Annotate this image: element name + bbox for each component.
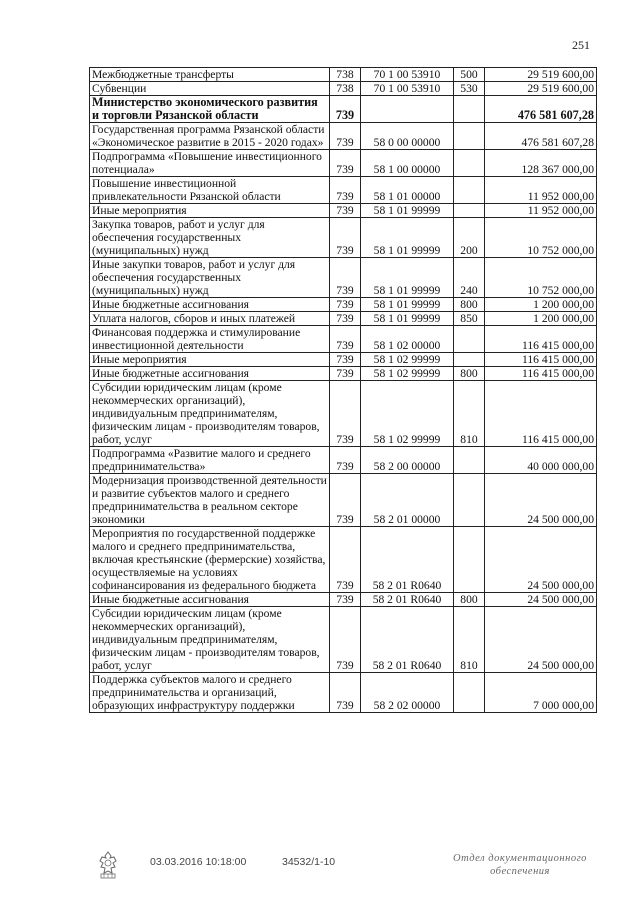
row-vr-cell: 810 [454,381,485,447]
row-csr-cell: 58 1 01 99999 [361,218,454,258]
row-gr-cell: 739 [330,353,361,367]
row-name-cell: Субсидии юридическим лицам (кроме некоммерческих организаций), индивидуальным предпринимателям, физическим лицам - производителям товаров, работ, услуг [90,607,330,673]
coat-of-arms-icon [95,850,121,880]
row-sum-cell: 29 519 600,00 [485,82,597,96]
row-vr-cell [454,353,485,367]
row-name-cell: Иные бюджетные ассигнования [90,593,330,607]
row-csr-cell: 58 1 02 99999 [361,381,454,447]
row-vr-cell [454,447,485,474]
page-number: 251 [572,38,590,52]
row-name-cell: Иные бюджетные ассигнования [90,367,330,381]
row-vr-cell: 200 [454,218,485,258]
row-csr-cell: 58 1 00 00000 [361,150,454,177]
row-gr-cell: 739 [330,258,361,298]
table-row [90,218,597,258]
row-name-cell: Модернизация производственной деятельности и развитие субъектов малого и среднего предпринимательства в реальном секторе экономики [90,474,330,527]
row-sum-cell: 11 952 000,00 [485,177,597,204]
row-csr-cell: 58 1 01 99999 [361,258,454,298]
row-name-cell: Субвенции [90,82,330,96]
table-row [90,258,597,298]
row-gr-cell: 739 [330,673,361,713]
footer [0,850,640,890]
table-row [90,474,597,527]
row-gr-cell: 739 [330,447,361,474]
row-csr-cell: 58 1 01 99999 [361,204,454,218]
row-vr-cell: 500 [454,68,485,82]
row-gr-cell: 739 [330,607,361,673]
row-vr-cell [454,96,485,123]
row-csr-cell: 58 1 02 99999 [361,367,454,381]
row-sum-cell: 24 500 000,00 [485,474,597,527]
row-gr-cell: 739 [330,204,361,218]
row-vr-cell: 800 [454,367,485,381]
row-sum-cell: 128 367 000,00 [485,150,597,177]
row-csr-cell: 58 1 02 00000 [361,326,454,353]
row-sum-cell: 116 415 000,00 [485,353,597,367]
row-gr-cell: 739 [330,298,361,312]
stamp-line-2: обеспечения [490,866,550,877]
row-name-cell: Финансовая поддержка и стимулирование инвестиционной деятельности [90,326,330,353]
row-vr-cell: 800 [454,593,485,607]
row-vr-cell [454,474,485,527]
row-name-cell: Межбюджетные трансферты [90,68,330,82]
table-row [90,447,597,474]
row-name-cell: Подпрограмма «Повышение инвестиционного потенциала» [90,150,330,177]
row-vr-cell [454,123,485,150]
table-row [90,298,597,312]
row-name-cell: Государственная программа Рязанской области «Экономическое развитие в 2015 - 2020 годах» [90,123,330,150]
row-csr-cell: 70 1 00 53910 [361,68,454,82]
row-gr-cell: 739 [330,326,361,353]
row-gr-cell: 738 [330,68,361,82]
row-gr-cell: 739 [330,123,361,150]
row-name-cell: Министерство экономического развития и торговли Рязанской области [90,96,330,123]
row-sum-cell: 476 581 607,28 [485,123,597,150]
row-vr-cell [454,326,485,353]
row-name-cell: Повышение инвестиционной привлекательности Рязанской области [90,177,330,204]
table-row [90,593,597,607]
row-name-cell: Уплата налогов, сборов и иных платежей [90,312,330,326]
row-csr-cell: 58 1 01 99999 [361,312,454,326]
row-gr-cell: 739 [330,527,361,593]
row-sum-cell: 10 752 000,00 [485,258,597,298]
table-row [90,312,597,326]
row-vr-cell [454,150,485,177]
footer-timestamp: 03.03.2016 10:18:00 [150,856,247,868]
row-gr-cell: 739 [330,150,361,177]
table-row [90,177,597,204]
stamp-line-1: Отдел документационного [453,853,587,864]
row-csr-cell: 58 2 00 00000 [361,447,454,474]
row-sum-cell: 40 000 000,00 [485,447,597,474]
row-sum-cell: 29 519 600,00 [485,68,597,82]
row-vr-cell: 800 [454,298,485,312]
row-sum-cell: 11 952 000,00 [485,204,597,218]
row-vr-cell [454,204,485,218]
row-name-cell: Подпрограмма «Развитие малого и среднего предпринимательства» [90,447,330,474]
row-gr-cell: 739 [330,312,361,326]
budget-table [89,67,597,713]
row-name-cell: Иные закупки товаров, работ и услуг для обеспечения государственных (муниципальных) нужд [90,258,330,298]
row-sum-cell: 24 500 000,00 [485,607,597,673]
footer-document-number: 34532/1-10 [282,856,336,868]
department-stamp [440,852,600,878]
row-csr-cell: 58 1 01 00000 [361,177,454,204]
table-row [90,326,597,353]
row-csr-cell: 58 0 00 00000 [361,123,454,150]
row-csr-cell: 58 2 01 R0640 [361,607,454,673]
row-gr-cell: 739 [330,474,361,527]
row-vr-cell: 240 [454,258,485,298]
budget-table-body [90,68,597,713]
table-row [90,607,597,673]
row-csr-cell: 58 2 01 R0640 [361,527,454,593]
row-csr-cell [361,96,454,123]
row-sum-cell: 116 415 000,00 [485,367,597,381]
row-name-cell: Субсидии юридическим лицам (кроме некоммерческих организаций), индивидуальным предпринимателям, физическим лицам - производителям товаров, работ, услуг [90,381,330,447]
row-name-cell: Иные мероприятия [90,204,330,218]
row-gr-cell: 739 [330,381,361,447]
row-name-cell: Иные мероприятия [90,353,330,367]
table-row [90,527,597,593]
table-row [90,123,597,150]
table-row [90,204,597,218]
row-gr-cell: 739 [330,177,361,204]
row-csr-cell: 58 2 01 R0640 [361,593,454,607]
row-csr-cell: 58 1 02 99999 [361,353,454,367]
row-sum-cell: 24 500 000,00 [485,527,597,593]
row-sum-cell: 1 200 000,00 [485,312,597,326]
row-name-cell: Поддержка субъектов малого и среднего предпринимательства и организаций, образующих инфраструктуру поддержки [90,673,330,713]
table-row [90,381,597,447]
row-gr-cell: 739 [330,593,361,607]
row-name-cell: Мероприятия по государственной поддержке малого и среднего предпринимательства, включая крестьянские (фермерские) хозяйства, осуществляемые на условиях софинансирования из федерального бюджета [90,527,330,593]
row-sum-cell: 116 415 000,00 [485,381,597,447]
row-name-cell: Иные бюджетные ассигнования [90,298,330,312]
row-vr-cell [454,177,485,204]
table-row [90,68,597,82]
row-csr-cell: 58 1 01 99999 [361,298,454,312]
row-vr-cell [454,673,485,713]
row-gr-cell: 739 [330,218,361,258]
table-row [90,96,597,123]
table-row [90,82,597,96]
row-csr-cell: 70 1 00 53910 [361,82,454,96]
row-csr-cell: 58 2 02 00000 [361,673,454,713]
row-gr-cell: 739 [330,367,361,381]
row-vr-cell: 530 [454,82,485,96]
row-sum-cell: 1 200 000,00 [485,298,597,312]
row-csr-cell: 58 2 01 00000 [361,474,454,527]
row-sum-cell: 7 000 000,00 [485,673,597,713]
table-row [90,353,597,367]
row-name-cell: Закупка товаров, работ и услуг для обеспечения государственных (муниципальных) нужд [90,218,330,258]
row-vr-cell: 850 [454,312,485,326]
row-gr-cell: 739 [330,96,361,123]
row-vr-cell: 810 [454,607,485,673]
row-gr-cell: 738 [330,82,361,96]
row-sum-cell: 24 500 000,00 [485,593,597,607]
table-row [90,150,597,177]
row-sum-cell: 10 752 000,00 [485,218,597,258]
table-row [90,673,597,713]
table-row [90,367,597,381]
row-sum-cell: 476 581 607,28 [485,96,597,123]
row-sum-cell: 116 415 000,00 [485,326,597,353]
row-vr-cell [454,527,485,593]
